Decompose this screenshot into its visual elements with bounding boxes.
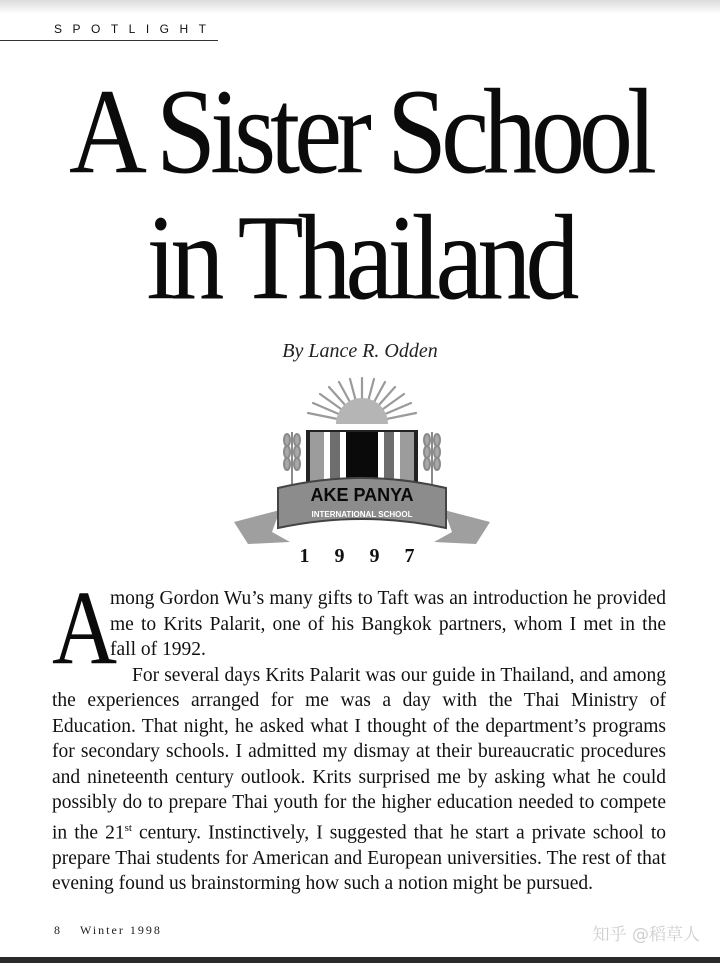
superscript-st: st xyxy=(124,821,132,834)
school-logo xyxy=(232,372,492,572)
drop-cap: A xyxy=(52,569,118,686)
wheat-left xyxy=(284,432,300,484)
watermark: 知乎 @稻草人 xyxy=(592,925,700,945)
issue-label: Winter 1998 xyxy=(80,923,162,937)
section-rule xyxy=(0,40,218,41)
article-body xyxy=(52,569,666,897)
paragraph-2-text-b: century. Instinctively, I suggested that he start a private school to prepare Thai students for American and European universities. The rest of that evening found us brainstorming how such a notion might be pursued. xyxy=(52,822,666,894)
section-label: SPOTLIGHT xyxy=(54,22,217,36)
article-title-line-2: in Thailand xyxy=(146,191,574,326)
top-edge-shade xyxy=(0,0,720,14)
page-footer xyxy=(54,923,162,938)
logo-subtitle: INTERNATIONAL SCHOOL xyxy=(311,510,413,519)
article-title-line-1: A Sister School xyxy=(68,65,652,200)
page-number: 8 xyxy=(54,923,62,937)
paragraph-2-text-a: For several days Krits Palarit was our guide in Thailand, and among the experiences arranged for me was a day with the Thai Ministry of Education. That night, he asked what I thought of the department’s programs for secondary schools. I admitted my dismay at their bureaucratic procedures and nineteenth century outlook. Krits surprised me by asking what he could possibly do to prepare Thai youth for the higher education needed to compete in the 21 xyxy=(52,664,666,843)
bottom-edge-bar xyxy=(0,957,720,963)
byline: By Lance R. Odden xyxy=(282,340,438,362)
paragraph-2 xyxy=(52,663,666,897)
wheat-right xyxy=(424,432,440,484)
paragraph-1-text: mong Gordon Wu’s many gifts to Taft was an introduction he provided me to Krits Palarit, one of his Bangkok partners, whom I met in the fall of 1992. xyxy=(110,588,666,660)
logo-school-name: AKE PANYA xyxy=(310,485,414,505)
paragraph-1 xyxy=(52,569,666,686)
logo-year: 1 9 9 7 xyxy=(299,545,425,567)
